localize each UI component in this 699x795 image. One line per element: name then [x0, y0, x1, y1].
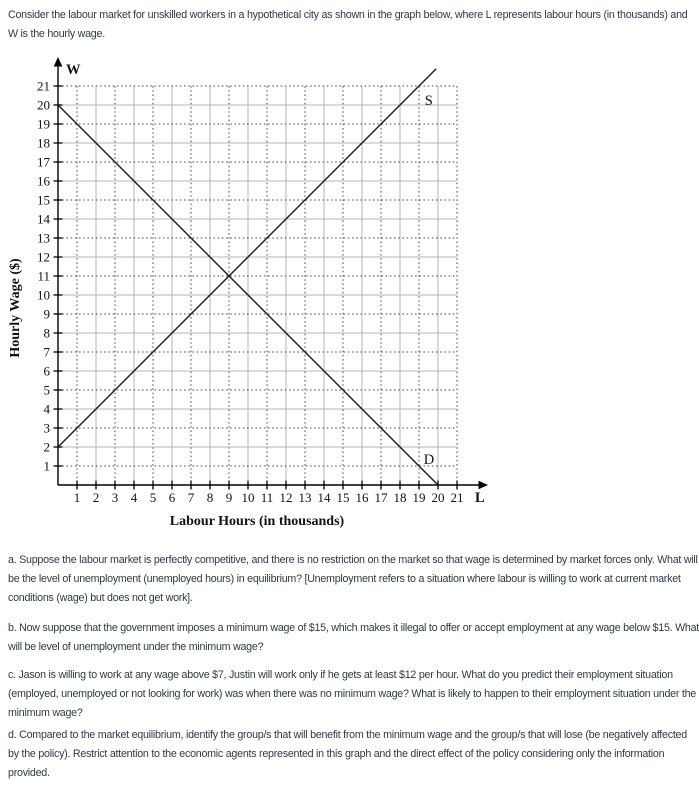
question-d: d. Compared to the market equilibrium, identify the group/s that will benefit from the minimum wage and the group/s that will lose (be negatively affected by the policy). Restrict attention to the economic agents represented in this graph and the direct effect of the policy considering only the information provided.: [8, 729, 687, 779]
svg-text:15: 15: [336, 490, 350, 505]
svg-text:2: 2: [92, 490, 100, 505]
y-axis-symbol: W: [66, 62, 81, 78]
svg-text:13: 13: [298, 490, 312, 505]
x-tick-labels: [74, 490, 464, 505]
svg-text:16: 16: [37, 173, 50, 189]
svg-text:6: 6: [168, 490, 176, 505]
svg-text:17: 17: [374, 490, 388, 505]
svg-text:13: 13: [37, 230, 50, 246]
svg-text:2: 2: [43, 439, 50, 455]
grid-lines: [58, 86, 457, 485]
svg-text:9: 9: [43, 306, 50, 322]
svg-text:1: 1: [43, 458, 50, 474]
demand-label: D: [423, 452, 435, 469]
svg-text:18: 18: [393, 490, 407, 505]
question-c: c. Jason is willing to work at any wage above $7, Justin will work only if he gets at least $12 per hour. What do you predict their employment situation (employed, unemployed or not looking for work) was when there was no minimum wage? What is likely to happen to their employment situation under the minimum wage?: [8, 669, 696, 719]
x-axis-arrow: [479, 481, 489, 490]
supply-label: S: [424, 93, 433, 109]
axis-symbols: [66, 62, 485, 506]
intro-text: Consider the labour market for unskilled workers in a hypothetical city as shown in the graph below, where L represents labour hours (in thousands) and W is the hourly wage.: [8, 9, 688, 40]
labour-market-graph: [0, 55, 500, 555]
svg-text:7: 7: [187, 490, 195, 505]
svg-text:3: 3: [43, 420, 50, 436]
svg-text:14: 14: [37, 211, 50, 227]
y-ticks: [54, 86, 63, 466]
svg-text:19: 19: [37, 116, 50, 132]
svg-text:4: 4: [130, 490, 138, 505]
svg-text:17: 17: [37, 154, 50, 170]
svg-text:7: 7: [43, 344, 50, 360]
svg-text:8: 8: [206, 490, 214, 505]
supply-demand-chart: [0, 55, 500, 555]
svg-text:16: 16: [355, 490, 369, 505]
svg-text:21: 21: [450, 490, 464, 505]
svg-text:9: 9: [225, 490, 233, 505]
svg-text:20: 20: [37, 97, 50, 113]
svg-text:18: 18: [37, 135, 50, 151]
svg-text:8: 8: [43, 325, 50, 341]
svg-text:10: 10: [241, 490, 255, 505]
svg-text:4: 4: [43, 401, 50, 417]
y-axis-arrow: [54, 57, 63, 67]
question-b: b. Now suppose that the government imposes a minimum wage of $15, which makes it illegal to offer or accept employment at any wage below $15. What will be level of unemployment under the minimum wage?: [8, 622, 699, 653]
svg-text:6: 6: [43, 363, 50, 379]
svg-text:14: 14: [317, 490, 331, 505]
svg-text:11: 11: [260, 490, 274, 505]
y-tick-labels: [37, 79, 51, 474]
svg-text:12: 12: [37, 249, 50, 265]
svg-text:12: 12: [279, 490, 293, 505]
svg-text:11: 11: [37, 268, 50, 284]
svg-text:1: 1: [73, 490, 81, 505]
svg-text:3: 3: [111, 490, 119, 505]
axes: [54, 57, 488, 489]
question-a: a. Suppose the labour market is perfectly competitive, and there is no restriction on the market so that wage is determined by market forces only. What will be the level of unemployment (unemployed hours) in equilibrium? [Unemployment refers to a situation where labour is willing to work at current market conditions (wage) but does not get work].: [8, 554, 698, 604]
svg-text:5: 5: [43, 382, 50, 398]
x-ticks: [77, 481, 457, 490]
svg-text:20: 20: [431, 490, 445, 505]
x-axis-title: Labour Hours (in thousands): [169, 514, 345, 529]
x-axis-symbol: L: [475, 490, 485, 506]
svg-text:10: 10: [37, 287, 50, 303]
svg-text:21: 21: [37, 78, 50, 94]
svg-text:15: 15: [37, 192, 50, 208]
svg-text:5: 5: [149, 490, 157, 505]
svg-text:19: 19: [412, 490, 426, 505]
y-axis-title: Hourly Wage ($): [8, 258, 23, 358]
